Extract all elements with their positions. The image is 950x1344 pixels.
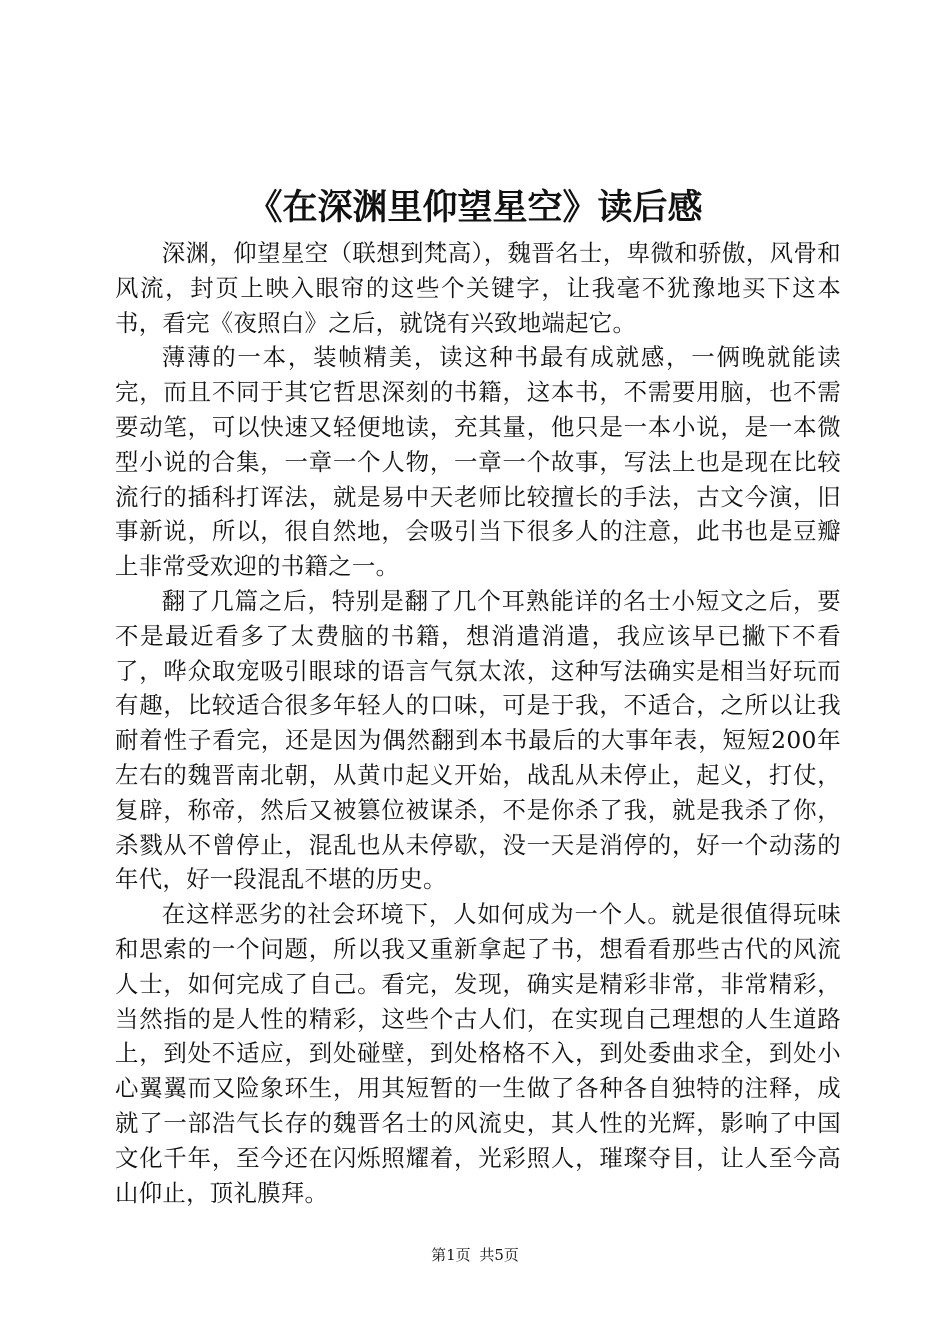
paragraph: 在这样恶劣的社会环境下，人如何成为一个人。就是很值得玩味和思索的一个问题，所以我又重新拿起了书，想看看那些古代的风流人士，如何完成了自己。看完，发现，确实是精彩非常，非常精彩，当然指的是人性的精彩，这些个古人们，在实现自己理想的人生道路上，到处不适应，到处碰壁，到处格格不入，到处委曲求全，到处小心翼翼而又险象环生，用其短暂的一生做了各种各自独特的注释，成就了一部浩气长存的魏晋名士的风流史，其人性的光辉，影响了中国文化千年，至今还在闪烁照耀着，光彩照人，璀璨夺目，让人至今高山仰止，顶礼膜拜。	[115, 900, 841, 1207]
paragraph: 深渊，仰望星空（联想到梵高），魏晋名士，卑微和骄傲，风骨和风流，封页上映入眼帘的这些个关键字，让我毫不犹豫地买下这本书，看完《夜照白》之后，就饶有兴致地端起它。	[115, 239, 841, 337]
paragraph: 薄薄的一本，装帧精美，读这种书最有成就感，一俩晚就能读完，而且不同于其它哲思深刻的书籍，这本书，不需要用脑，也不需要动笔，可以快速又轻便地读，充其量，他只是一本小说，是一本微型小说的合集，一章一个人物，一章一个故事，写法上也是现在比较流行的插科打诨法，就是易中天老师比较擅长的手法，古文今演，旧事新说，所以，很自然地，会吸引当下很多人的注意，此书也是豆瓣上非常受欢迎的书籍之一。	[115, 343, 841, 581]
document-body	[115, 236, 841, 1210]
page-number: 第1页	[431, 1246, 471, 1264]
page-footer	[0, 1243, 950, 1267]
page-total: 共5页	[479, 1246, 519, 1264]
paragraph: 翻了几篇之后，特别是翻了几个耳熟能详的名士小短文之后，要不是最近看多了太费脑的书籍，想消遣消遣，我应该早已撇下不看了，哗众取宠吸引眼球的语言气氛太浓，这种写法确实是相当好玩而有趣，比较适合很多年轻人的口味，可是于我，不适合，之所以让我耐着性子看完，还是因为偶然翻到本书最后的大事年表，短短200年左右的魏晋南北朝，从黄巾起义开始，战乱从未停止，起义，打仗，复辟，称帝，然后又被篡位被谋杀，不是你杀了我，就是我杀了你，杀戮从不曾停止，混乱也从未停歇，没一天是消停的，好一个动荡的年代，好一段混乱不堪的历史。	[115, 586, 841, 894]
document-title: 《在深渊里仰望星空》读后感	[247, 187, 703, 228]
